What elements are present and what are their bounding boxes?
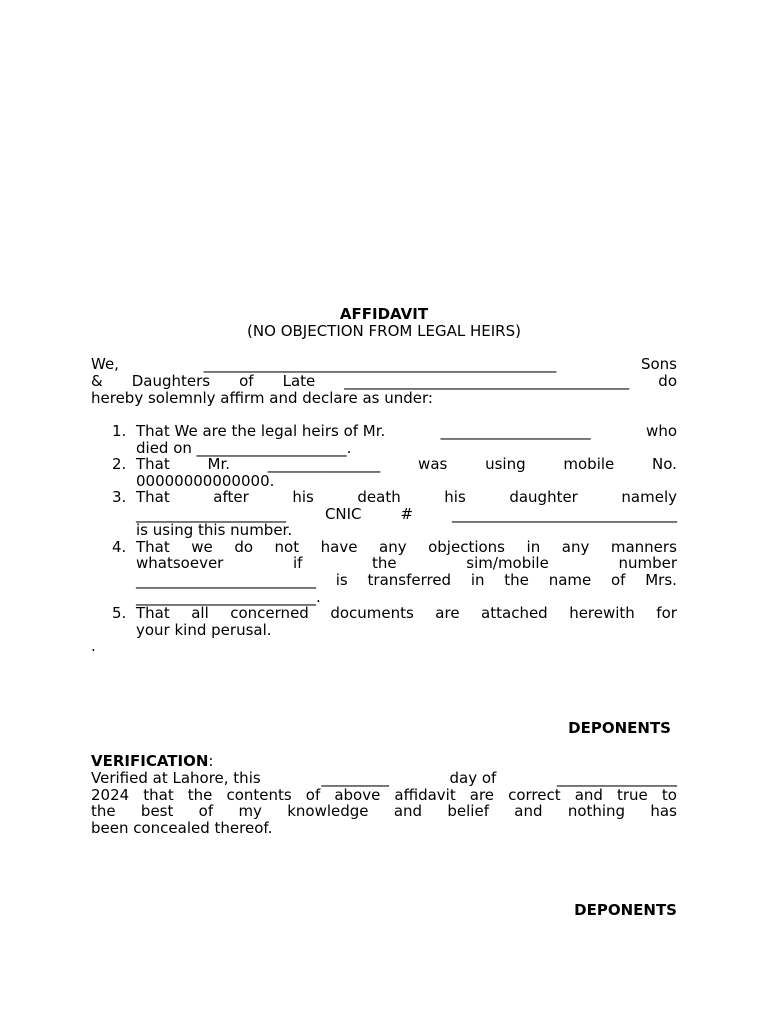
verification-title: VERIFICATION (91, 752, 209, 770)
list-item-word: namely (621, 488, 677, 506)
verification-word: true (617, 786, 648, 804)
verification-word: the (187, 786, 213, 804)
list-item-word: name (548, 571, 592, 589)
verification-word: that (143, 786, 174, 804)
list-item-word: his (444, 488, 466, 506)
verification-word: and (574, 786, 603, 804)
verification-word: affidavit (394, 786, 456, 804)
list-item-word: # (400, 505, 414, 523)
intro-line-3: hereby solemnly affirm and declare as under: (91, 389, 433, 407)
list-item-word: transferred (367, 571, 452, 589)
list-item-word: That (136, 488, 170, 506)
list-item-2-line-1 (136, 456, 677, 472)
list-item-4-line-1 (136, 539, 677, 555)
list-item-word: was (418, 455, 448, 473)
list-item-word: mobile (563, 455, 615, 473)
intro-line-2 (91, 373, 677, 389)
list-item-word: have (320, 538, 358, 556)
list-item-word: death (357, 488, 401, 506)
mobile-number: 00000000000000. (136, 472, 275, 490)
list-item-word: for (656, 604, 677, 622)
list-item-word: after (213, 488, 249, 506)
transferee-name-blank: ________________________. (136, 588, 321, 606)
list-item-3-line-2 (136, 506, 677, 522)
verification-word: 2024 (91, 786, 130, 804)
verification-line-1 (91, 770, 677, 786)
list-item-word: manners (610, 538, 677, 556)
verification-text: Verified at Lahore, this (91, 769, 261, 787)
verification-word: has (650, 802, 677, 820)
list-item-word: all (191, 604, 209, 622)
list-item-word: the (504, 571, 529, 589)
intro-word: Sons (640, 355, 677, 373)
list-item-word: daughter (509, 488, 578, 506)
verification-word: of (305, 786, 321, 804)
list-item-word: attached (481, 604, 548, 622)
heirs-name-blank: _______________________________________________ (203, 355, 557, 373)
deponents-label: DEPONENTS (574, 901, 677, 919)
verification-word: nothing (567, 802, 626, 820)
verification-word: and (514, 802, 543, 820)
list-item-3-line-1 (136, 489, 677, 505)
intro-word: & (91, 372, 103, 390)
list-item-number: 1. (112, 422, 127, 440)
list-item-1-line-1 (136, 423, 677, 439)
list-item-word: CNIC (324, 505, 362, 523)
verification-word: knowledge (287, 802, 369, 820)
verification-colon: : (208, 752, 214, 770)
list-item-number: 3. (112, 488, 127, 506)
intro-word: Late (282, 372, 316, 390)
list-item-word: not (274, 538, 300, 556)
list-item-word: are (435, 604, 460, 622)
list-item-word: whatsoever (136, 554, 224, 572)
verification-line-3 (91, 803, 677, 819)
list-item-word: of (611, 571, 626, 589)
list-item-word: we (191, 538, 213, 556)
list-item-word: That (136, 538, 170, 556)
list-item-word: Mr. (207, 455, 231, 473)
deceased-name-blank: ____________________ (440, 422, 591, 440)
verification-text: day of (449, 769, 497, 787)
deceased-name-blank: _______________ (267, 455, 381, 473)
list-item-word: objections (428, 538, 505, 556)
list-item-4-line-3 (136, 572, 677, 588)
number-blank: ________________________ (136, 571, 316, 589)
list-item-number: 2. (112, 455, 127, 473)
stray-dot: . (91, 637, 96, 655)
verification-word: above (334, 786, 381, 804)
list-item-3-line-3: is using this number. (136, 521, 293, 539)
list-item-word: documents (330, 604, 414, 622)
list-item-word: using (485, 455, 526, 473)
month-blank: ________________ (556, 769, 677, 787)
list-item-5-line-2: your kind perusal. (136, 621, 272, 639)
list-item-word: any (561, 538, 590, 556)
cnic-blank: ______________________________ (451, 505, 677, 523)
list-item-word: That (136, 604, 170, 622)
list-item-4-line-2 (136, 555, 677, 571)
list-item-text: who (646, 422, 677, 440)
list-item-word: any (379, 538, 407, 556)
verification-word: contents (226, 786, 292, 804)
verification-word: are (469, 786, 495, 804)
verification-word: best (140, 802, 174, 820)
list-item-word: No. (652, 455, 677, 473)
document-title: AFFIDAVIT (339, 305, 429, 323)
list-item-word: if (292, 554, 303, 572)
list-item-word: in (470, 571, 485, 589)
verification-word: correct (508, 786, 561, 804)
intro-word: We, (91, 355, 119, 373)
list-item-word: concerned (230, 604, 309, 622)
list-item-number: 5. (112, 604, 127, 622)
verification-word: to (661, 786, 677, 804)
intro-line-1 (91, 356, 677, 372)
intro-word: do (658, 372, 677, 390)
verification-line-4: been concealed thereof. (91, 819, 273, 837)
list-item-word: sim/mobile (466, 554, 549, 572)
verification-word: the (91, 802, 116, 820)
list-item-5-line-1 (136, 605, 677, 621)
verification-line-2 (91, 787, 677, 803)
day-blank: _________ (321, 769, 389, 787)
list-item-text: That We are the legal heirs of Mr. (136, 422, 386, 440)
verification-heading (91, 753, 213, 769)
intro-word: Daughters (131, 372, 211, 390)
verification-word: of (198, 802, 214, 820)
list-item-1-line-2: died on ____________________. (136, 439, 352, 457)
verification-word: and (393, 802, 423, 820)
list-item-word: herewith (569, 604, 635, 622)
list-item-word: Mrs. (645, 571, 677, 589)
list-item-word: is (335, 571, 348, 589)
list-item-word: the (372, 554, 397, 572)
list-item-word: in (526, 538, 541, 556)
list-item-word: do (234, 538, 254, 556)
intro-word: of (239, 372, 254, 390)
list-item-number: 4. (112, 538, 127, 556)
list-item-word: number (618, 554, 677, 572)
verification-word: my (238, 802, 262, 820)
deceased-name-blank: ______________________________________ (344, 372, 630, 390)
daughter-name-blank: ____________________ (136, 505, 286, 523)
list-item-word: That (136, 455, 170, 473)
document-subtitle: (NO OBJECTION FROM LEGAL HEIRS) (247, 322, 521, 340)
deponents-label: DEPONENTS (568, 719, 671, 737)
verification-word: belief (447, 802, 489, 820)
list-item-word: his (292, 488, 314, 506)
